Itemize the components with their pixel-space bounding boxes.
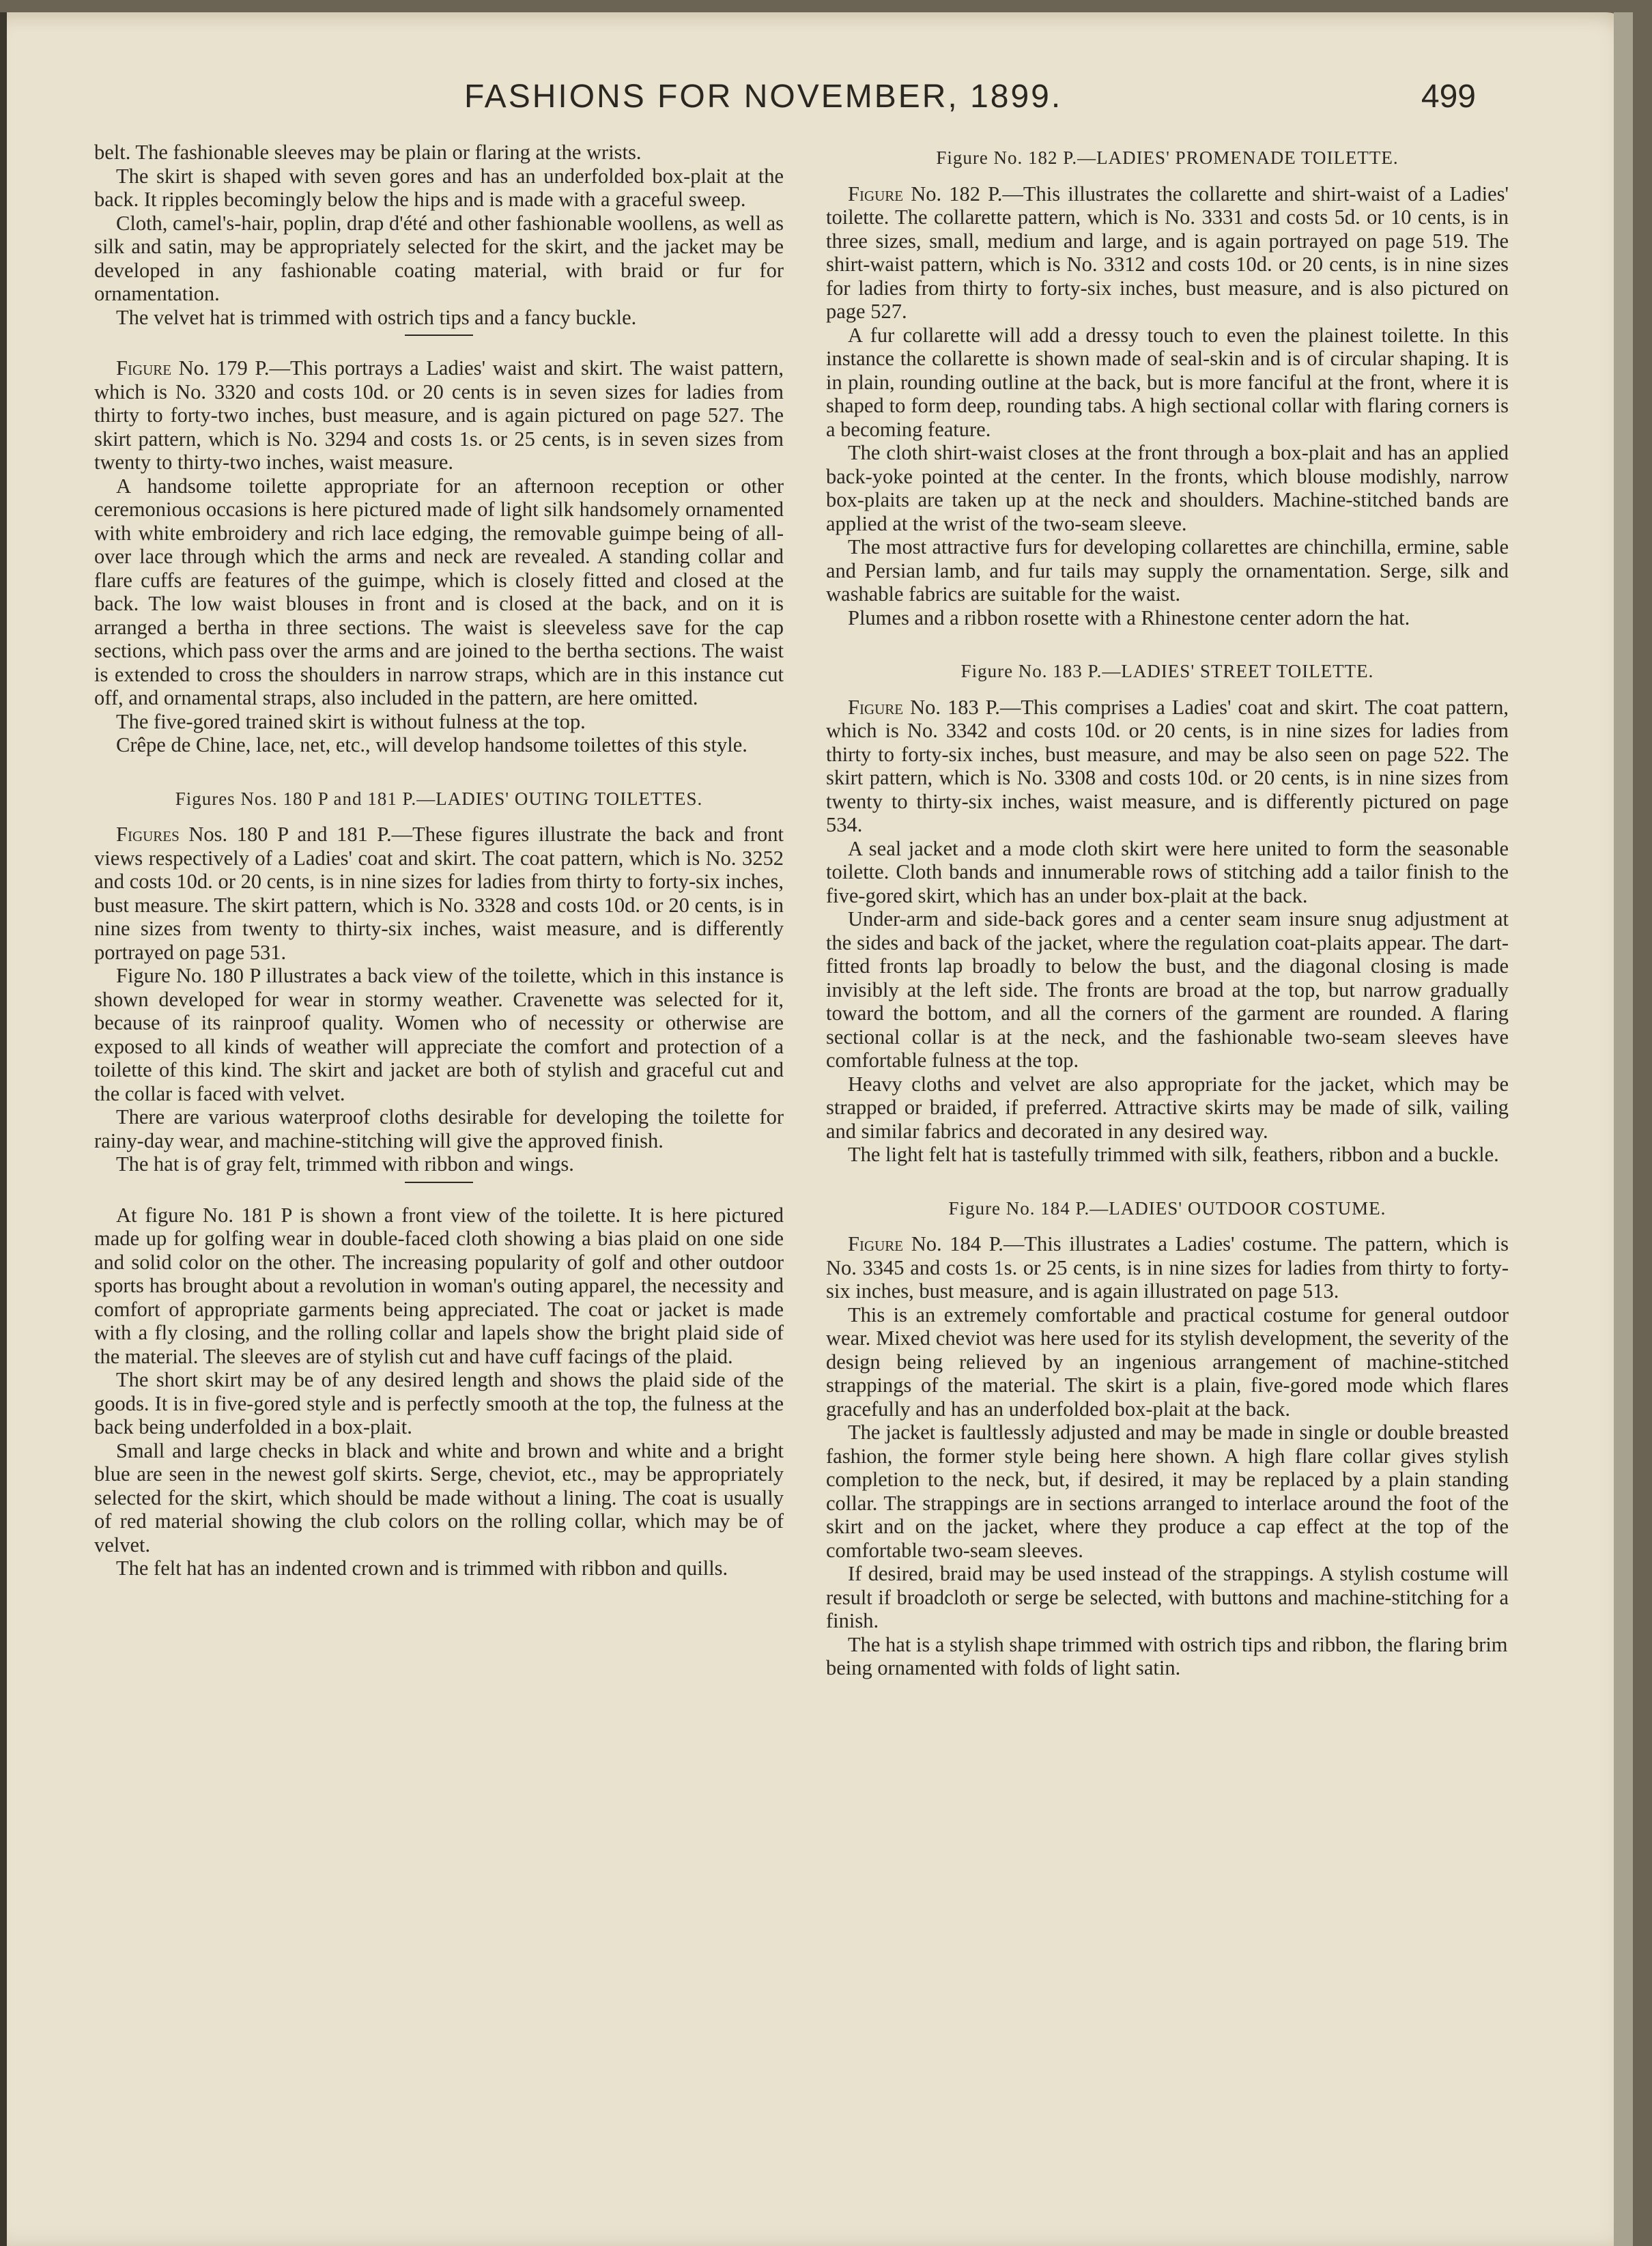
paragraph: A seal jacket and a mode cloth skirt were here united to form the seasonable toilette. Cloth bands and innumerable rows of stitching add a tailor finish to the five-gored skirt, which has an under box-plait at the back. [826,836,1509,907]
paragraph: This is an extremely comfortable and practical costume for general outdoor wear. Mixed cheviot was here used for its stylish development, the severity of the design being relieved by an ingenious arrangement of machine-stitched strappings of the material. The skirt is a plain, five-gored mode which flares gracefully and has an underfolded box-plait at the back. [826,1303,1509,1421]
paragraph: Figure No. 180 P illustrates a back view of the toilette, which in this instance is shown developed for wear in stormy weather. Cravenette was selected for it, because of its rainproof quality. Women who of necessity or otherwise are exposed to all kinds of weather will appreciate the comfort and protection of a toilette of this kind. The skirt and jacket are both of stylish and graceful cut and the collar is faced with velvet. [94,964,784,1105]
figure-label: Figure [848,695,904,719]
figure-label: Figure [116,356,172,380]
running-header: FASHIONS FOR NOVEMBER, 1899. [464,79,1063,115]
paragraph: The skirt is shaped with seven gores and has an underfolded box-plait at the back. It ripples becomingly below the hips and is made with a graceful sweep. [94,164,784,211]
figure-182-paragraph [826,182,1509,324]
figure-180-paragraph [94,823,784,964]
paragraph: belt. The fashionable sleeves may be plain or flaring at the wrists. [94,141,642,164]
paragraph: Cloth, camel's-hair, poplin, drap d'été and other fashionable woollens, as well as silk and satin, may be appropriately selected for the skirt, and the jacket may be developed in any fashionable coating material, with braid or fur for ornamentation. [94,211,784,305]
paragraph: The velvet hat is trimmed with ostrich tips and a fancy buckle. [116,305,637,329]
page-edge [1614,12,1633,2246]
paragraph: The five-gored trained skirt is without fulness at the top. [116,709,586,733]
paragraph-text: No. 182 P.—This illustrates the collarette and shirt-waist of a Ladies' toilette. The collarette pattern, which is No. 3331 and costs 5d. or 10 cents, is in three sizes, small, medium and large, and is again portrayed on page 519. The shirt-waist pattern, which is No. 3312 and costs 10d. or 20 cents, is in nine sizes for ladies from thirty to forty-six inches, bust measure, and is also pictured on page 527. [826,182,1509,323]
figure-label: Figure [848,1232,904,1255]
figure-183-paragraph [826,696,1509,837]
paragraph: Heavy cloths and velvet are also appropriate for the jacket, which may be strapped or braided, if preferred. Attractive skirts may be made of silk, vailing and similar fabrics and decorated in any desired way. [826,1072,1509,1143]
left-column [94,141,784,1580]
paragraph: The jacket is faultlessly adjusted and may be made in single or double breasted fashion, the former style being here shown. A high flare collar gives stylish completion to the neck, but, if desired, it may be replaced by a plain standing collar. The strappings are in sections arranged to interlace around the foot of the skirt and on the jacket, where they produce a cap effect at the top of the comfortable two-seam sleeves. [826,1421,1509,1562]
paragraph: The felt hat has an indented crown and is trimmed with ribbon and quills. [116,1556,728,1580]
paragraph-text: No. 184 P.—This illustrates a Ladies' costume. The pattern, which is No. 3345 and costs 1s. or 25 cents, is in nine sizes for ladies from thirty to forty-six inches, bust measure, and is again illustrated on page 513. [826,1232,1509,1303]
right-column [826,141,1509,1680]
paragraph: The short skirt may be of any desired length and shows the plaid side of the goods. It is in five-gored style and is perfectly smooth at the top, the fulness at the back being underfolded in a box-plait. [94,1368,784,1438]
paragraph: The light felt hat is tastefully trimmed with silk, feathers, ribbon and a buckle. [848,1143,1499,1166]
section-heading: Figure No. 183 P.—LADIES' STREET TOILETTE. [960,661,1374,681]
figure-179-paragraph [94,356,784,474]
section-heading: Figure No. 182 P.—LADIES' PROMENADE TOILETTE. [936,147,1399,168]
section-rule [405,335,473,336]
paragraph: The hat is of gray felt, trimmed with ribbon and wings. [116,1152,574,1176]
paragraph: There are various waterproof cloths desirable for developing the toilette for rainy-day wear, and machine-stitching will give the approved finish. [94,1105,784,1152]
page-number: 499 [1421,79,1476,115]
paragraph-text: No. 183 P.—This comprises a Ladies' coat and skirt. The coat pattern, which is No. 3342 and costs 10d. or 20 cents, is in nine sizes for ladies from thirty to forty-six inches, bust measure, and may be also seen on page 522. The skirt pattern, which is No. 3308 and costs 10d. or 20 cents, is in nine sizes from twenty to thirty-six inches, waist measure, and is differently pictured on page 534. [826,695,1509,836]
paragraph: Plumes and a ribbon rosette with a Rhinestone center adorn the hat. [848,606,1410,629]
paragraph: Crêpe de Chine, lace, net, etc., will develop handsome toilettes of this style. [116,733,747,756]
paragraph: Small and large checks in black and white and brown and white and a bright blue are seen in the newest golf skirts. Serge, cheviot, etc., may be appropriately selected for the skirt, which should be made without a lining. The coat is usually of red material showing the club colors on the rolling collar, which may be of velvet. [94,1438,784,1556]
section-heading: Figure No. 184 P.—LADIES' OUTDOOR COSTUME. [948,1197,1386,1219]
paragraph: At figure No. 181 P is shown a front view of the toilette. It is here pictured made up for golfing wear in double-faced cloth showing a bias plaid on one side and solid color on the other. The increasing popularity of golf and other outdoor sports has brought about a revolution in woman's outing apparel, the necessity and comfort of appropriate garments being appreciated. The coat or jacket is made with a fly closing, and the rolling collar and lapels show the bright plaid side of the material. The sleeves are of stylish cut and have cuff facings of the plaid. [94,1203,784,1368]
binding-spine [0,12,7,2246]
figure-label: Figure [848,182,904,205]
section-rule [405,1182,473,1183]
paragraph: The cloth shirt-waist closes at the front through a box-plait and has an applied back-yoke pointed at the center. In the fronts, which blouse modishly, narrow box-plaits are taken up at the neck and shoulders. Machine-stitched bands are applied at the wrist of the two-seam sleeve. [826,441,1509,535]
paragraph: If desired, braid may be used instead of the strappings. A stylish costume will result if broadcloth or serge be selected, with buttons and machine-stitching for a finish. [826,1562,1509,1632]
section-heading: Figures Nos. 180 P and 181 P.—LADIES' OUTING TOILETTES. [175,788,703,809]
paragraph: A fur collarette will add a dressy touch to even the plainest toilette. In this instance the collarette is shown made of seal-skin and is of circular shaping. It is in plain, rounding outline at the back, but is more fanciful at the front, where it is shaped to form deep, rounding tabs. A high sectional collar with flaring corners is a becoming feature. [826,323,1509,441]
page-sheet [0,12,1633,2246]
paragraph: Under-arm and side-back gores and a center seam insure snug adjustment at the sides and back of the jacket, where the regulation coat-plaits appear. The dart-fitted fronts lap broadly to below the bust, and the diagonal closing is made invisibly at the left side. The fronts are broad at the top, but narrow gradually toward the bottom, and all the corners of the garment are rounded. A flaring sectional collar is at the neck, and the fashionable two-seam sleeves have comfortable fulness at the top. [826,907,1509,1072]
paragraph: The hat is a stylish shape trimmed with ostrich tips and ribbon, the flaring brim being ornamented with folds of light satin. [826,1632,1508,1679]
figure-label: Figures [116,823,180,846]
paragraph-text: Nos. 180 P and 181 P.—These figures illustrate the back and front views respectively of a Ladies' coat and skirt. The coat pattern, which is No. 3252 and costs 10d. or 20 cents, is in nine sizes for ladies from thirty to forty-six inches, bust measure. The skirt pattern, which is No. 3328 and costs 10d. or 20 cents, is in nine sizes from twenty to thirty-six inches, waist measure, and is differently portrayed on page 531. [94,823,784,964]
figure-184-paragraph [826,1232,1509,1303]
paragraph: The most attractive furs for developing collarettes are chinchilla, ermine, sable and Persian lamb, and fur tails may supply the ornamentation. Serge, silk and washable fabrics are suitable for the waist. [826,535,1509,606]
paragraph: A handsome toilette appropriate for an afternoon reception or other ceremonious occasions is here pictured made of light silk handsomely ornamented with white embroidery and rich lace edging, the removable guimpe being of all-over lace through which the arms and neck are revealed. A standing collar and flare cuffs are features of the guimpe, which is closely fitted and closed at the back. The low waist blouses in front and is closed at the back, and on it is arranged a bertha in three sections. The waist is sleeveless save for the cap sections, which pass over the arms and are joined to the bertha sections. The waist is extended to cross the shoulders in narrow straps, which are in this instance cut off, and ornamental straps, also included in the pattern, are here omitted. [94,474,784,709]
paragraph-text: No. 179 P.—This portrays a Ladies' waist and skirt. The waist pattern, which is No. 3320 and costs 10d. or 20 cents is in seven sizes for ladies from thirty to forty-two inches, bust measure, and is again pictured on page 527. The skirt pattern, which is No. 3294 and costs 1s. or 25 cents, is in seven sizes from twenty to thirty-two inches, waist measure. [94,356,784,474]
